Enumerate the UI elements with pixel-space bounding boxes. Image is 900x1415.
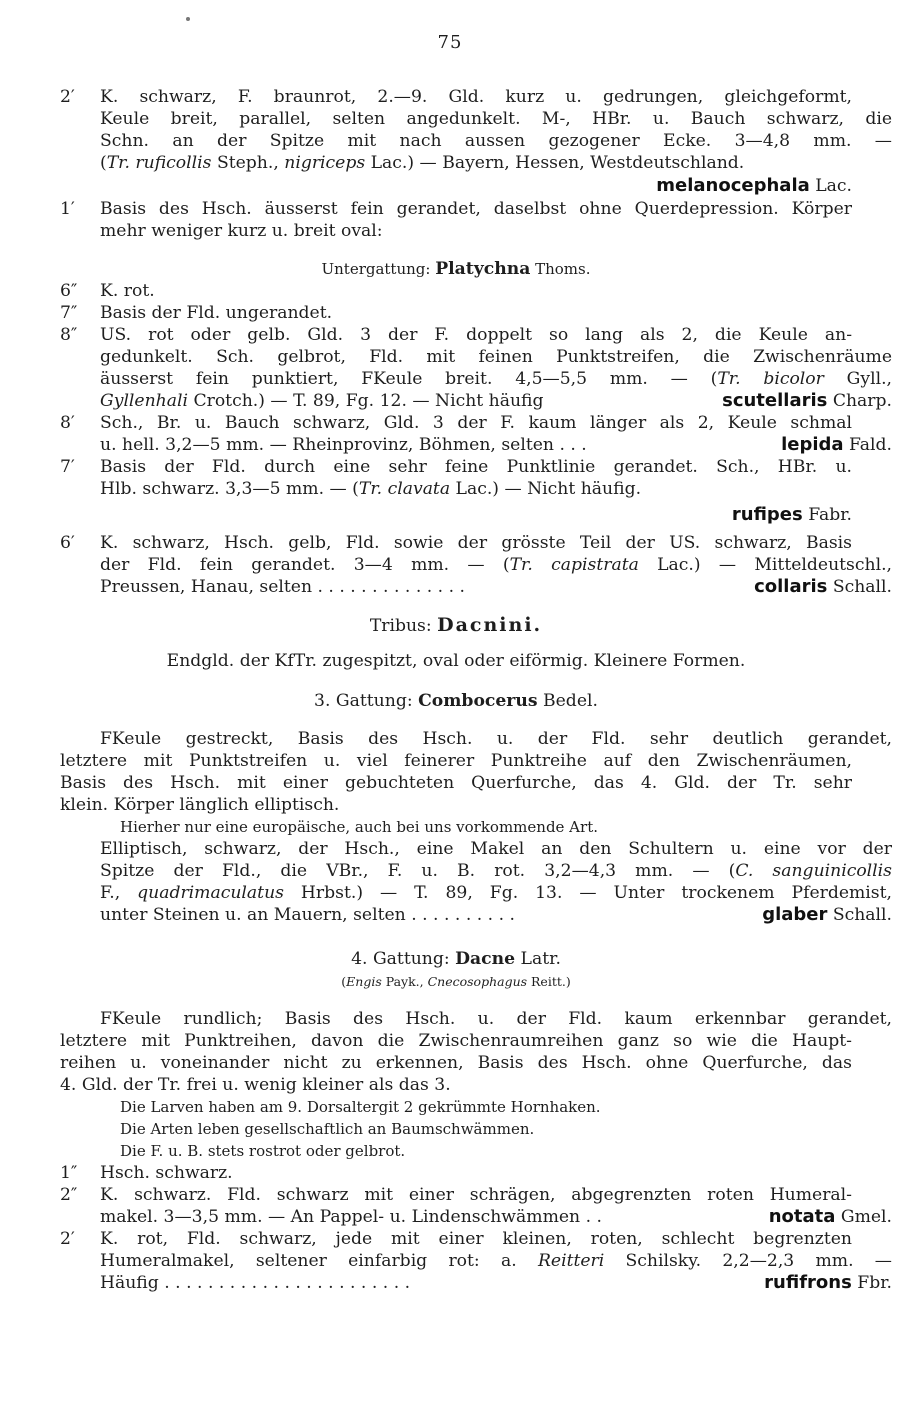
key-couplet-8-prime: 8′ Sch., Br. u. Bauch schwarz, Gld. 3 der F. kaum länger als 2, Keule schmal — [60, 413, 852, 433]
text-line: äusserst fein punktiert, FKeule breit. 4,5—5,5 mm. — (Tr. bicolor Gyll., — [100, 369, 893, 389]
print-speck — [186, 17, 190, 21]
key-couplet-2-prime-b: 2′ K. rot, Fld. schwarz, jede mit einer kleinen, roten, schlecht begrenzten — [60, 1229, 852, 1249]
note-line: Die Larven haben am 9. Dorsaltergit 2 gekrümmte Hornhaken. — [120, 1098, 601, 1116]
text-line: F., quadrimaculatus Hrbst.) — T. 89, Fg. 13. — Unter trockenem Pferdemist, — [100, 883, 892, 903]
species-rufifrons: Häufig . . . . . . . . . . . . . . . . . . . . . . . rufifrons Fbr. — [100, 1272, 892, 1293]
tribus-heading: Tribus: Dacnini. — [369, 614, 543, 636]
text-line: der Fld. fein gerandet. 3—4 mm. — (Tr. capistrata Lac.) — Mitteldeutschl., — [100, 555, 892, 575]
key-couplet-6-prime: 6′ K. schwarz, Hsch. gelb, Fld. sowie der grösste Teil der US. schwarz, Basis — [60, 533, 852, 553]
key-couplet-8-double: 8″ US. rot oder gelb. Gld. 3 der F. doppelt so lang als 2, die Keule an- — [60, 325, 852, 345]
text-line: Spitze der Fld., die VBr., F. u. B. rot. 3,2—4,3 mm. — (C. sanguinicollis — [100, 861, 892, 881]
genus-heading-dacne: 4. Gattung: Dacne Latr. — [351, 949, 561, 969]
text-line: Keule breit, parallel, selten angedunkelt. M-, HBr. u. Bauch schwarz, die — [100, 109, 892, 129]
note-line: Hierher nur eine europäische, auch bei uns vorkommende Art. — [120, 818, 598, 836]
key-couplet-1-double: 1″ Hsch. schwarz. — [60, 1163, 233, 1183]
subgenus-heading: Untergattung: Platychna Thoms. — [321, 259, 591, 279]
key-couplet-7-prime: 7′ Basis der Fld. durch eine sehr feine Punktlinie gerandet. Sch., HBr. u. — [60, 457, 852, 477]
page-number: 75 — [437, 32, 463, 53]
text-line: letztere mit Punktreihen, davon die Zwischenraumreihen ganz so wie die Haupt- — [60, 1031, 852, 1051]
species-rufipes: rufipes Fabr. — [731, 504, 852, 525]
species-melanocephala: melanocephala Lac. — [656, 175, 852, 196]
text-line: Elliptisch, schwarz, der Hsch., eine Makel an den Schultern u. eine vor der — [100, 839, 892, 859]
note-line: Die Arten leben gesellschaftlich an Baumschwämmen. — [120, 1120, 535, 1138]
genus-heading-combocerus: 3. Gattung: Combocerus Bedel. — [314, 691, 598, 711]
text-line: reihen u. voneinander nicht zu erkennen, Basis des Hsch. ohne Querfurche, das — [60, 1053, 852, 1073]
species-scutellaris: Gyllenhali Crotch.) — T. 89, Fg. 12. — Nicht häufig scutellaris Charp. — [100, 390, 892, 411]
synonym-line: (Tr. ruficollis Steph., nigriceps Lac.) — Bayern, Hessen, Westdeutschland. — [100, 153, 745, 173]
text-line: Hlb. schwarz. 3,3—5 mm. — (Tr. clavata Lac.) — Nicht häufig. — [100, 479, 642, 499]
key-couplet-2-double: 2″ K. schwarz. Fld. schwarz mit einer schrägen, abgegrenzten roten Humeral- — [60, 1185, 852, 1205]
species-lepida: u. hell. 3,2—5 mm. — Rheinprovinz, Böhmen, selten . . . lepida Fald. — [100, 434, 892, 455]
text-line: FKeule gestreckt, Basis des Hsch. u. der Fld. sehr deutlich gerandet, — [100, 729, 892, 749]
key-couplet-2-prime: 2′ K. schwarz, F. braunrot, 2.—9. Gld. kurz u. gedrungen, gleichgeformt, — [60, 87, 852, 107]
species-collaris: Preussen, Hanau, selten . . . . . . . . . . . . . . collaris Schall. — [100, 576, 892, 597]
text-line: mehr weniger kurz u. breit oval: — [100, 221, 383, 241]
note-line: Die F. u. B. stets rostrot oder gelbrot. — [120, 1142, 406, 1160]
text-line: klein. Körper länglich elliptisch. — [60, 795, 340, 815]
key-couplet-1-prime: 1′ Basis des Hsch. äusserst fein gerandet, daselbst ohne Querdepression. Körper — [60, 199, 852, 219]
text-line: FKeule rundlich; Basis des Hsch. u. der Fld. kaum erkennbar gerandet, — [100, 1009, 892, 1029]
text-line: gedunkelt. Sch. gelbrot, Fld. mit feinen Punktstreifen, die Zwischenräume — [100, 347, 892, 367]
species-notata: makel. 3—3,5 mm. — An Pappel- u. Lindenschwämmen . . notata Gmel. — [100, 1206, 892, 1227]
text-line: Basis des Hsch. mit einer gebuchteten Querfurche, das 4. Gld. der Tr. sehr — [60, 773, 852, 793]
tribus-description: Endgld. der KfTr. zugespitzt, oval oder eiförmig. Kleinere Formen. — [166, 651, 746, 671]
key-couplet-7-double: 7″ Basis der Fld. ungerandet. — [60, 303, 333, 323]
text-line: letztere mit Punktstreifen u. viel feinerer Punktreihe auf den Zwischenräumen, — [60, 751, 852, 771]
key-couplet-6-double: 6″ K. rot. — [60, 281, 155, 301]
genus-synonyms: (Engis Payk., Cnecosophagus Reitt.) — [341, 974, 571, 989]
text-line: Humeralmakel, seltener einfarbig rot: a. Reitteri Schilsky. 2,2—2,3 mm. — — [100, 1251, 892, 1271]
text-line: 4. Gld. der Tr. frei u. wenig kleiner als das 3. — [60, 1075, 451, 1095]
species-glaber: unter Steinen u. an Mauern, selten . . . . . . . . . . glaber Schall. — [100, 904, 892, 925]
text-line: Schn. an der Spitze mit nach aussen gezogener Ecke. 3—4,8 mm. — — [100, 131, 892, 151]
